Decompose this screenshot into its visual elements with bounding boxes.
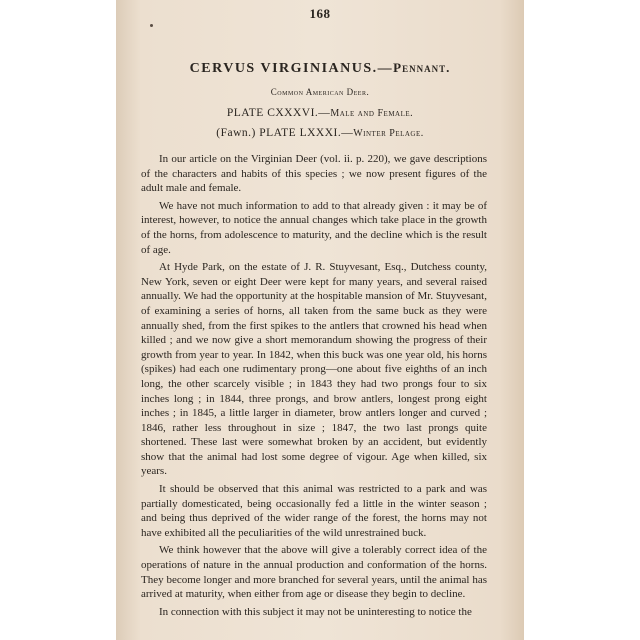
- paragraph: In connection with this subject it may not be uninteresting to notice the: [159, 605, 472, 618]
- plate-line-2: [116, 127, 524, 139]
- paragraph: We think however that the above will give a tolerably correct idea of the operations of nature in the annual production and conformation of the horns. They become longer and more branched for several years, until the animal has arrived at maturity, when either from age or disease they begin to decline.: [141, 544, 487, 601]
- body-text: [141, 152, 487, 619]
- plate-2-note: Winter Pelage.: [353, 128, 424, 139]
- paper-speck: [150, 24, 153, 27]
- plate-1-note: Male and Female.: [330, 108, 414, 119]
- species-author: Pennant.: [393, 60, 451, 75]
- species-name: CERVUS VIRGINIANUS.—: [189, 61, 394, 76]
- plate-1-number: PLATE CXXXVI.—: [226, 107, 331, 119]
- paragraph: At Hyde Park, on the estate of J. R. Stuyvesant, Esq., Dutchess county, New York, seven or eight Deer were kept for many years, and several raised annually. We had the opportunity at the hospitable mansion of Mr. Stuyvesant, of examining a series of horns, all taken from the same buck as they were annually shed, from the first spikes to the antlers that crowned his head when killed ; and we now give a short memorandum showing the progress of their growth from year to year. In 1842, when this buck was one year old, his horns (spikes) had each one rudimentary prong—one about five eighths of an inch long, the other scarcely visible ; in 1843 they had two prongs four to six inches long ; in 1844, three prongs, and brow antlers, longest prong eight inches ; in 1845, a little larger in diameter, brow antlers longer and curved ; 1846, rather less throughout in size ; 1847, the two last prongs quite shortened. These last were somewhat broken by an accident, but evidently show that the animal had lost some degree of vigour. Age when killed, six years.: [141, 261, 487, 478]
- species-title: [116, 60, 524, 77]
- paragraph: We have not much information to add to that already given : it may be of interest, however, to notice the annual changes which take place in the growth of the horns, from adolescence to maturity, and the decline which is the result of age.: [141, 199, 487, 256]
- plate-line-1: [116, 107, 524, 119]
- plate-2-number: (Fawn.) PLATE LXXXI.—: [216, 127, 354, 139]
- book-page: [116, 0, 524, 640]
- common-name: Common American Deer.: [270, 87, 370, 97]
- page-number: 168: [309, 6, 331, 21]
- paragraph: In our article on the Virginian Deer (vol. ii. p. 220), we gave descriptions of the characters and habits of this species ; we now present figures of the adult male and female.: [141, 153, 487, 195]
- paragraph: It should be observed that this animal was restricted to a park and was partially domesticated, being occasionally fed a little in the winter season ; and being thus deprived of the wider range of the forest, the horns may not have exhibited all the peculiarities of the wild unrestrained buck.: [141, 483, 487, 539]
